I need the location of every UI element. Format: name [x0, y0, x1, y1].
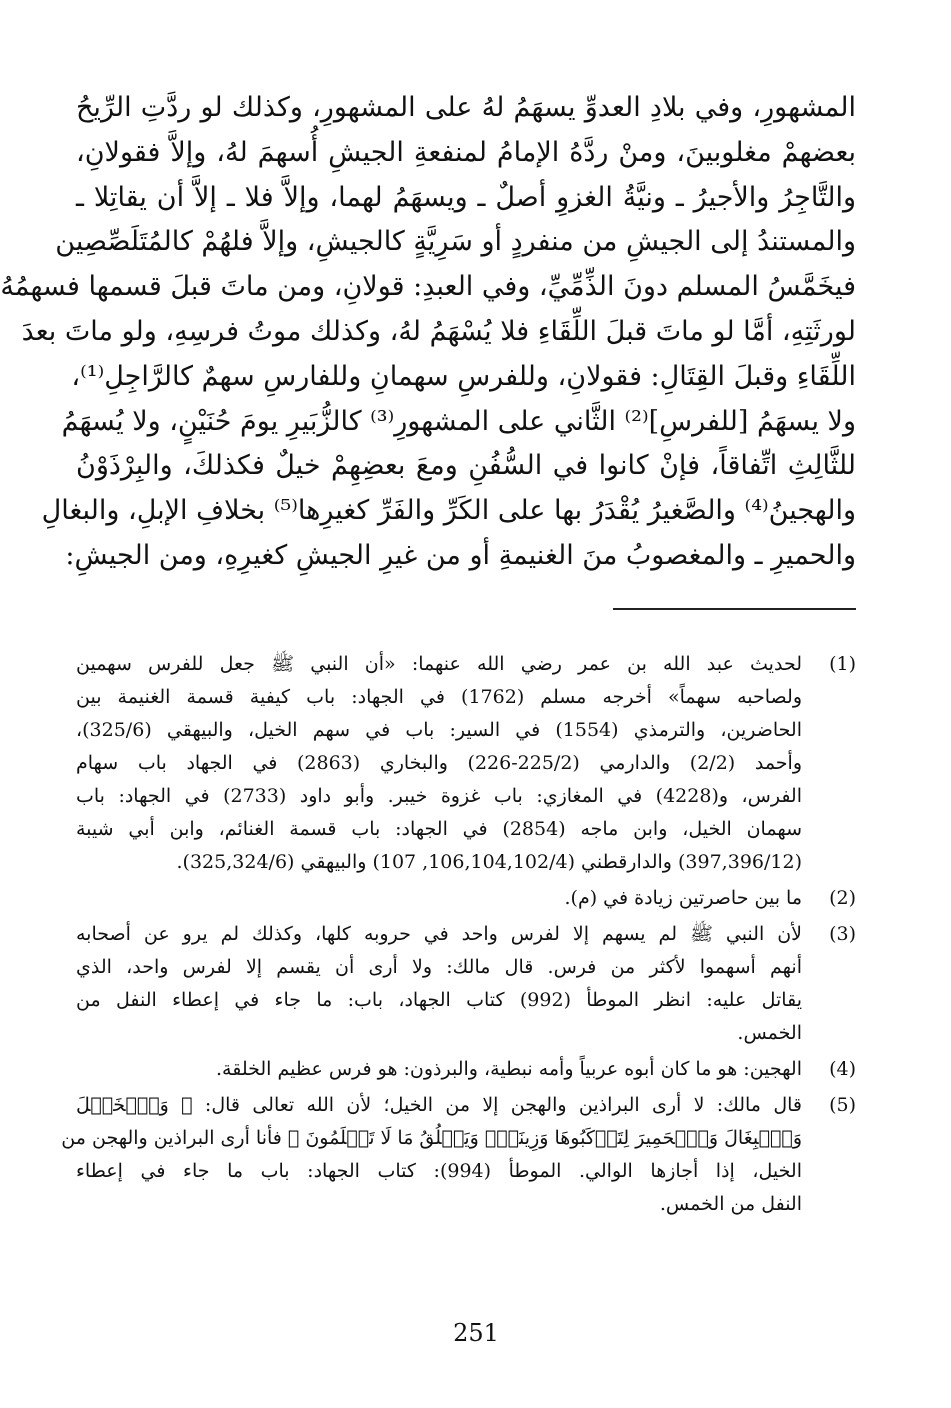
main-text-line: المشهورِ، وفي بلادِ العدوِّ يسهَمُ لهُ على المشهورِ، وكذلك لو ردَّتِ الرِّيحُ: [76, 92, 856, 123]
main-text-line: فيخَمَّسُ المسلم دونَ الذِّمِّيِّ، وفي العبدِ: قولانِ، ومن ماتَ قبلَ قسمها فسهمُهُ: [0, 271, 856, 303]
footnote-line: ما بين حاصرتين زيادة في (م).: [564, 887, 802, 909]
footnote-number: (4): [829, 1058, 856, 1080]
footnote-line: الخيل، إذا أجازها الوالي. الموطأ (994): كتاب الجهاد: باب ما جاء في إعطاء: [76, 1160, 803, 1182]
footnote-text: [61, 1089, 803, 1221]
footnote-4: [76, 1053, 856, 1086]
footnote-3: [76, 918, 856, 1050]
footnote-text: [76, 882, 802, 915]
footnote-text: [76, 648, 802, 879]
footnote-separator: [613, 608, 856, 610]
main-text-line: ولا يسهَمُ [للفرسِ]⁽²⁾ الثَّاني على المشهورِ⁽³⁾ كالزُّبَيرِ يومَ حُنَيْنٍ، ولا يُسهَمُ: [61, 405, 856, 437]
page-number: 251: [453, 1319, 499, 1347]
main-text-block: [0, 86, 856, 579]
footnote-number: (5): [829, 1094, 856, 1116]
footnote-5: [61, 1089, 856, 1221]
footnote-line: قال مالك: لا أرى البراذين والهجن إلا من الخيل؛ لأن الله تعالى قال: ﴿ وَٱلۡخَيۡلَ: [76, 1094, 802, 1116]
main-text-line: والتَّاجِرُ والأجيرُ ـ ونيَّةُ الغزوِ أصلٌ ـ ويسهَمُ لهما، وإلاَّ فلا ـ إلاَّ أن يقاتِلا ـ: [76, 181, 856, 213]
footnote-line: النفل من الخمس.: [659, 1193, 802, 1215]
footnote-text: [76, 918, 802, 1050]
main-text-line: اللِّقَاءِ وقبلَ القِتَالِ: فقولانِ، وللفرسِ سهمانِ وللفارسِ سهمٌ كالرَّاجِلِ⁽¹⁾،: [71, 360, 856, 392]
footnote-line: يقاتل عليه: انظر الموطأ (992) كتاب الجهاد، باب: ما جاء في إعطاء النفل من: [76, 989, 802, 1011]
footnote-number: (3): [829, 923, 856, 945]
main-text-line: والمستندُ إلى الجيشِ من منفردٍ أو سَرِيَّةٍ كالجيشِ، وإلاَّ فلهُمْ كالمُتَلَصِّصِين: [55, 226, 856, 258]
main-text-line: لورثَتِهِ، أمَّا لو ماتَ قبلَ اللِّقَاءِ فلا يُسْهَمُ لهُ، وكذلك موتُ فرسِهِ، ولو ماتَ بعدَ: [21, 315, 856, 347]
footnote-line: الهجين: هو ما كان أبوه عربياً وأمه نبطية، والبرذون: هو فرس عظيم الخلقة.: [215, 1058, 802, 1080]
footnote-1: [76, 648, 856, 879]
footnote-number: (2): [829, 887, 856, 909]
main-text-line: والحميرِ ـ والمغصوبُ منَ الغنيمةِ أو من غيرِ الجيشِ كغيرِهِ، ومن الجيشِ:: [65, 539, 856, 571]
footnotes-block: [61, 648, 856, 1224]
book-page: [1, 0, 951, 1408]
footnote-number: (1): [829, 653, 856, 675]
footnote-line: سهمان الخيل، وابن ماجه (2854) في الجهاد: باب قسمة الغنائم، وابن أبي شيبة: [76, 818, 803, 840]
main-text-line: والهجينُ⁽⁴⁾ والصَّغيرُ يُقْدَرُ بها على الكَرِّ والفَرِّ كغيرِها⁽⁵⁾ بخلافِ الإبلِ، والبغالِ: [41, 495, 856, 527]
footnote-line: أنهم أسهموا لأكثر من فرس. قال مالك: ولا أرى أن يقسم إلا لفرس واحد، الذي: [76, 956, 802, 978]
footnote-line: لحديث عبد الله بن عمر رضي الله عنهما: «أن النبي ﷺ جعل للفرس سهمين: [76, 653, 802, 675]
main-text-line: للثَّالِثِ اتِّفاقاً، فإنْ كانوا في السُّفُنِ ومعَ بعضِهِمْ خيلٌ فكذلكَ، والبِرْذَوْنُ: [76, 450, 856, 482]
footnote-line: الخمس.: [737, 1022, 802, 1044]
footnote-line: لأن النبي ﷺ لم يسهم إلا لفرس واحد في حروبه كلها، وكذلك لم يرو عن أصحابه: [76, 923, 802, 945]
footnote-line: (397,396/12) والدارقطني (106,104,102/4, 107) والبيهقي (325,324/6).: [176, 851, 802, 873]
main-text-line: بعضهمْ مغلوبينَ، ومنْ ردَّهُ الإمامُ لمنفعةِ الجيشِ أُسهمَ لهُ، وإلاَّ فقولانِ،: [76, 136, 856, 168]
footnote-text: [76, 1053, 802, 1086]
footnote-line: الحاضرين، والترمذي (1554) في السير: باب في سهم الخيل، والبيهقي (325/6)،: [76, 719, 802, 741]
footnote-2: [76, 882, 856, 915]
footnote-line: ولصاحبه سهماً» أخرجه مسلم (1762) في الجهاد: باب كيفية قسمة الغنيمة بين: [76, 686, 803, 708]
footnote-line: وأحمد (2/2) والدارمي (225/2-226) والبخاري (2863) في الجهاد باب سهام: [76, 752, 803, 774]
footnote-line: الفرس، و(4228) في المغازي: باب غزوة خيبر. وأبو داود (2733) في الجهاد: باب: [76, 785, 802, 807]
footnote-line: وَٱلۡبِغَالَ وَٱلۡحَمِيرَ لِتَرۡكَبُوهَا وَزِينَةٗۚ وَيَخۡلُقُ مَا لَا تَعۡلَمُونَ ﴾ فأنا أرى البراذين والهجن من: [61, 1127, 802, 1149]
